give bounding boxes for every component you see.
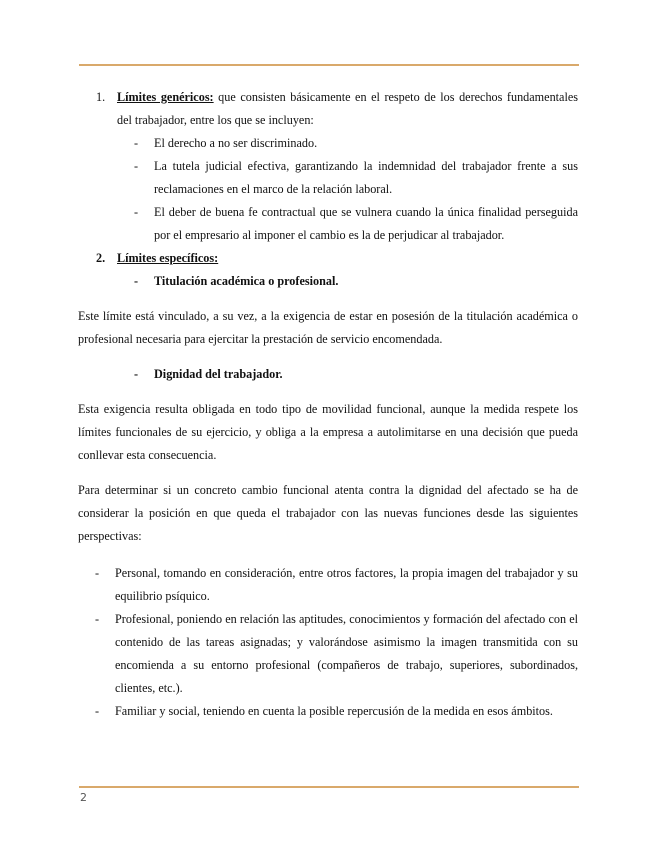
- sub-list-item-text: La tutela judicial efectiva, garantizando la indemnidad del trabajador frente a sus reclamaciones en el marco de la relación laboral.: [154, 159, 578, 196]
- dash-bullet: -: [95, 612, 100, 626]
- sub-heading-titulacion: [78, 270, 578, 293]
- generic-limits-text: que consisten básicamente en el respeto de los derechos fundamentales del trabajador, entre los que se incluyen:: [117, 90, 579, 127]
- document-body: [78, 86, 578, 723]
- perspective-text: Personal, tomando en consideración, entre otros factores, la propia imagen del trabajador y su equilibrio psíquico.: [115, 566, 578, 603]
- specific-limits-heading: Límites específicos:: [117, 251, 219, 265]
- dash-bullet: -: [134, 159, 139, 173]
- dash-bullet: -: [95, 566, 100, 580]
- sub-list-item: [78, 201, 578, 247]
- perspective-text: Profesional, poniendo en relación las aptitudes, conocimientos y formación del afectado con el contenido de las tareas asignadas; y valorándose asimismo la imagen transmitida con su encomienda a su entorno profesional (compañeros de trabajo, superiores, subordinados, clientes, etc.).: [115, 612, 578, 695]
- list-item-specific-limits: [78, 247, 578, 270]
- paragraph-dignidad: Esta exigencia resulta obligada en todo tipo de movilidad funcional, aunque la medida respete los límites funcionales de su ejercicio, y obliga a la empresa a autolimitarse en una decisión que pueda conllevar esta consecuencia.: [78, 402, 578, 462]
- dash-bullet: -: [95, 704, 100, 718]
- perspective-text: Familiar y social, teniendo en cuenta la posible repercusión de la medida en esos ámbitos.: [115, 704, 553, 718]
- perspective-item: [78, 700, 578, 723]
- dash-bullet: -: [134, 136, 139, 150]
- dash-bullet: -: [134, 367, 139, 381]
- list-number: 2.: [96, 251, 106, 265]
- perspective-item: [78, 608, 578, 700]
- sub-list-item: [78, 155, 578, 201]
- sub-list-item-text: El derecho a no ser discriminado.: [154, 136, 318, 150]
- sub-list-item: [78, 132, 578, 155]
- titulacion-heading: Titulación académica o profesional.: [154, 274, 339, 288]
- generic-limits-heading: Límites genéricos:: [117, 90, 214, 104]
- header-rule: [79, 64, 579, 66]
- footer-rule: [79, 786, 579, 788]
- perspective-item: [78, 562, 578, 608]
- sub-list-item-text: El deber de buena fe contractual que se vulnera cuando la única finalidad perseguida por el empresario al imponer el cambio es la de perjudicar al trabajador.: [154, 205, 578, 242]
- paragraph-titulacion: Este límite está vinculado, a su vez, a la exigencia de estar en posesión de la titulación académica o profesional necesaria para ejercitar la prestación de servicio encomendada.: [78, 309, 578, 346]
- list-number: 1.: [96, 90, 106, 104]
- dignidad-heading: Dignidad del trabajador.: [154, 367, 283, 381]
- sub-heading-dignidad: [78, 363, 578, 386]
- paragraph-determinar: Para determinar si un concreto cambio funcional atenta contra la dignidad del afectado se ha de considerar la posición en que queda el trabajador con las nuevas funciones desde las siguientes perspectivas:: [78, 483, 578, 543]
- page-number: 2: [80, 791, 87, 804]
- dash-bullet: -: [134, 205, 139, 219]
- list-item-generic-limits: [78, 86, 578, 132]
- limits-list: [78, 86, 578, 293]
- perspectives-list: [78, 562, 578, 723]
- dash-bullet: -: [134, 274, 139, 288]
